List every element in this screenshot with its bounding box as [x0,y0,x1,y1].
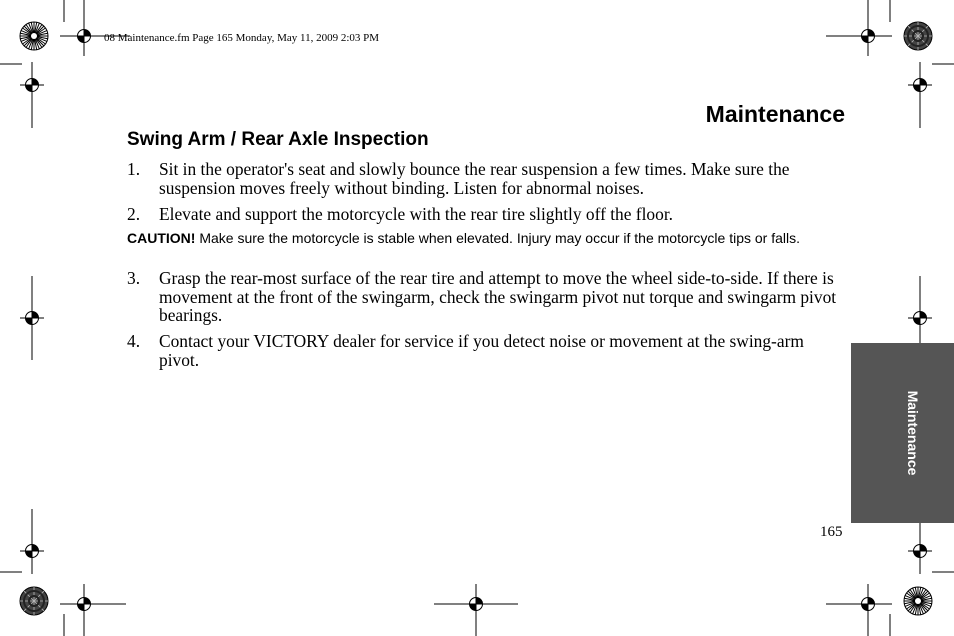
step-number: 1. [127,159,141,179]
caution-note [127,230,843,246]
caution-text: Make sure the motorcycle is stable when elevated. Injury may occur if the motorcycle tips or falls. [195,230,801,246]
step-text: Elevate and support the motorcycle with the rear tire slightly off the floor. [159,204,673,224]
step-text: Grasp the rear-most surface of the rear tire and attempt to move the wheel side-to-side. If there is movement at the front of the swingarm, check the swingarm pivot nut torque and swingarm pivot bearings. [159,268,837,325]
step-3 [127,269,847,325]
step-text: Contact your VICTORY dealer for service if you detect noise or movement at the swing-arm pivot. [159,331,804,370]
page-title: Maintenance [705,101,845,127]
step-number: 2. [127,204,141,224]
step-4 [127,332,847,369]
step-2 [127,205,847,224]
chapter-tab-label: Maintenance [905,390,921,476]
caution-label: CAUTION! [127,230,196,246]
chapter-tab [851,343,954,523]
file-header: 08 Maintenance.fm Page 165 Monday, May 11, 2009 2:03 PM [104,32,380,44]
step-number: 3. [127,268,141,288]
step-text: Sit in the operator's seat and slowly bounce the rear suspension a few times. Make sure the suspension moves freely without binding. Listen for abnormal noises. [159,159,790,198]
step-1 [127,160,847,197]
page-number: 165 [820,524,843,540]
step-number: 4. [127,331,141,351]
section-title: Swing Arm / Rear Axle Inspection [127,129,429,150]
